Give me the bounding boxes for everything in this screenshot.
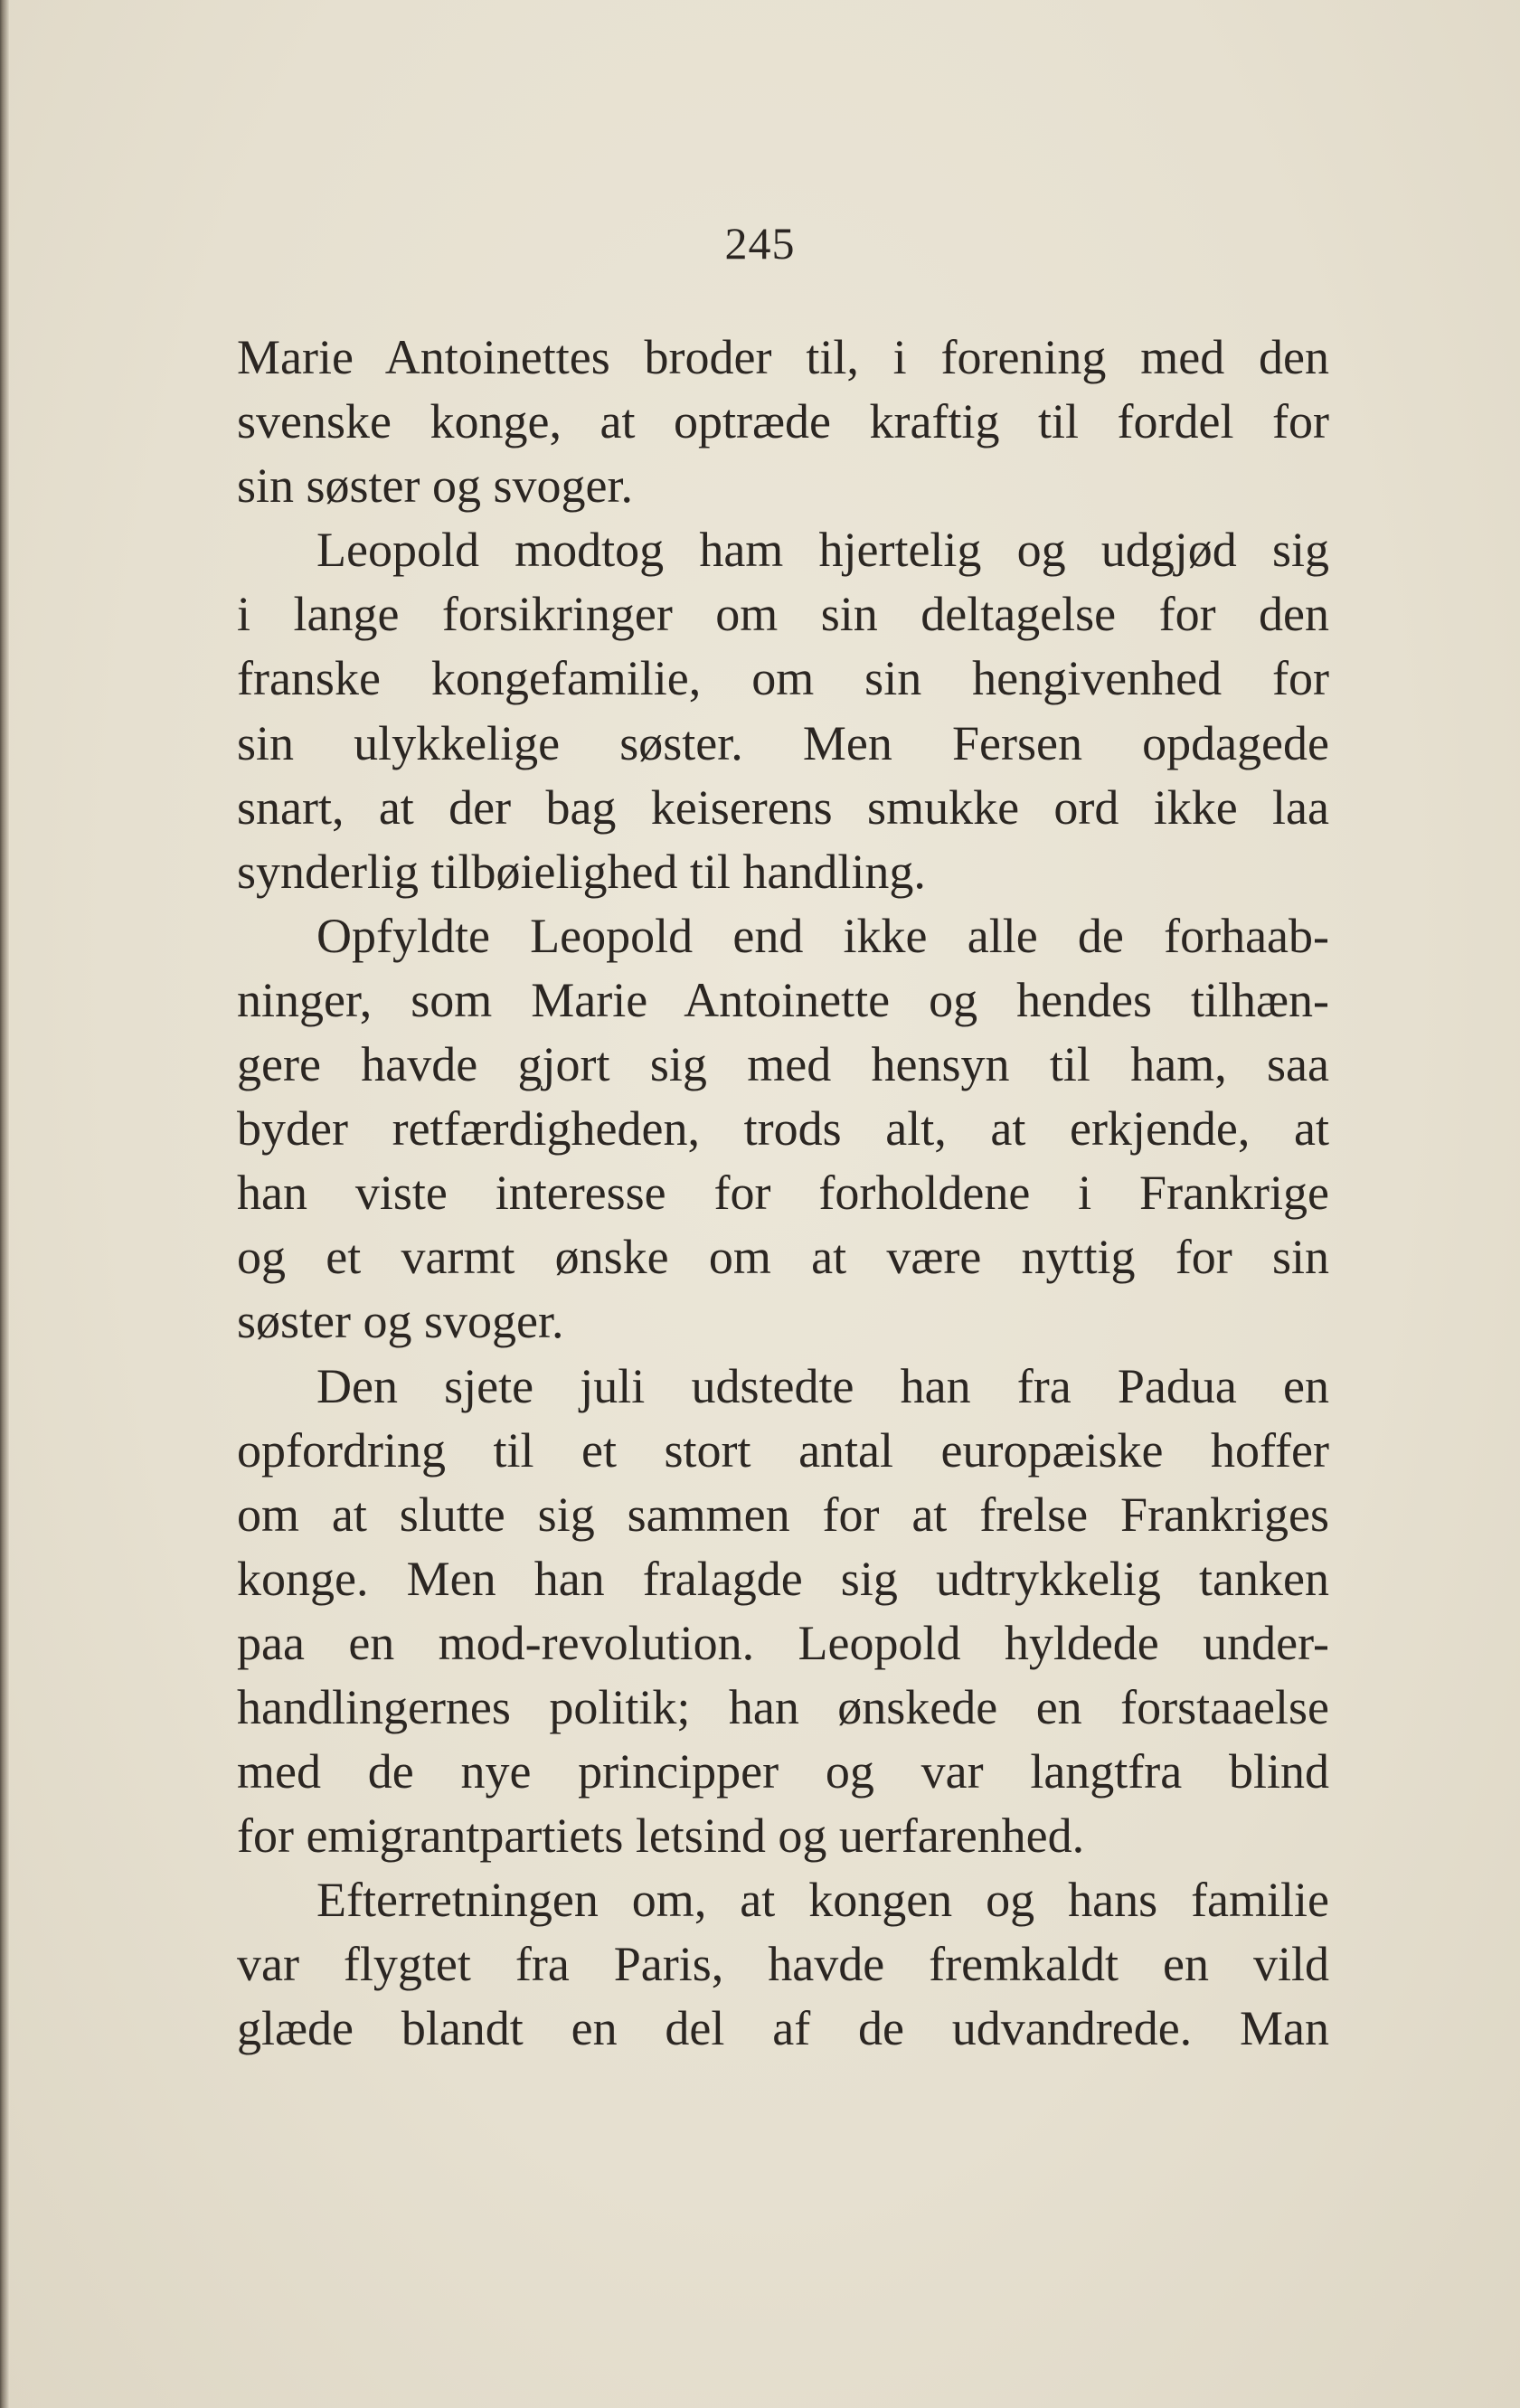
- text-line: konge. Men han fralagde sig udtrykkelig tanken: [237, 1551, 1329, 1606]
- text-line: søster og svoger.: [237, 1294, 564, 1349]
- text-line: med de nye principper og var langtfra blind: [237, 1744, 1329, 1799]
- text-line: i lange forsikringer om sin deltagelse for den: [237, 587, 1329, 642]
- page-binding-edge: [0, 0, 9, 2408]
- text-line: paa en mod-revolution. Leopold hyldede under-: [237, 1615, 1329, 1670]
- text-line: og et varmt ønske om at være nyttig for sin: [237, 1230, 1329, 1285]
- text-line: snart, at der bag keiserens smukke ord ikke laa: [237, 779, 1329, 835]
- body-text: [237, 326, 1329, 2062]
- text-line: svenske konge, at optræde kraftig til fordel for: [237, 394, 1329, 449]
- text-line: Marie Antoinettes broder til, i forening med den: [237, 330, 1329, 384]
- text-line: Opfyldte Leopold end ikke alle de forhaab-: [316, 908, 1329, 963]
- text-line: synderlig tilbøielighed til handling.: [237, 844, 926, 899]
- text-line: sin søster og svoger.: [237, 458, 633, 514]
- text-line: han viste interesse for forholdene i Frankrige: [237, 1166, 1329, 1221]
- page-number: 245: [724, 218, 796, 269]
- text-line: var flygtet fra Paris, havde fremkaldt en vild: [237, 1937, 1329, 1992]
- text-line: glæde blandt en del af de udvandrede. Man: [237, 2001, 1329, 2056]
- text-line: handlingernes politik; han ønskede en forstaaelse: [237, 1679, 1329, 1734]
- text-line: Den sjete juli udstedte han fra Padua en: [316, 1358, 1329, 1413]
- text-line: gere havde gjort sig med hensyn til ham, saa: [237, 1037, 1329, 1092]
- text-line: sin ulykkelige søster. Men Fersen opdagede: [237, 715, 1329, 770]
- text-line: ninger, som Marie Antoinette og hendes tilhæn-: [237, 972, 1329, 1027]
- text-line: opfordring til et stort antal europæiske hoffer: [237, 1422, 1329, 1478]
- text-line: byder retfærdigheden, trods alt, at erkjende, at: [237, 1101, 1329, 1157]
- text-line: franske kongefamilie, om sin hengivenhed for: [237, 651, 1329, 706]
- text-line: Leopold modtog ham hjertelig og udgjød sig: [316, 523, 1329, 578]
- text-line: om at slutte sig sammen for at frelse Frankriges: [237, 1487, 1329, 1542]
- text-line: Efterretningen om, at kongen og hans familie: [316, 1873, 1329, 1928]
- text-line: for emigrantpartiets letsind og uerfarenhed.: [237, 1808, 1085, 1864]
